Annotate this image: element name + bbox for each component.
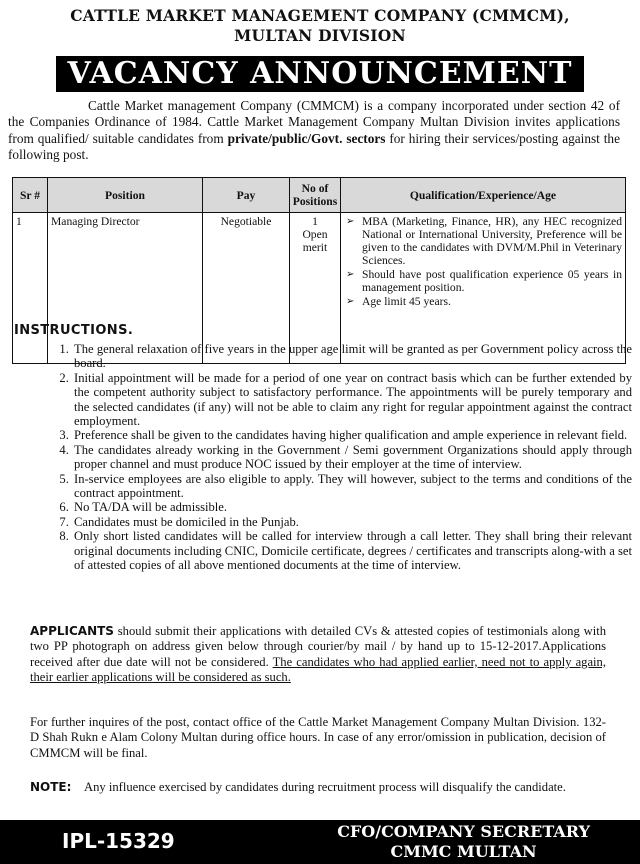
signatory-block: [337, 822, 590, 862]
qualification-item: ➢ Should have post qualification experience 05 years in management position.: [344, 268, 622, 294]
table-row: [13, 213, 626, 364]
applicants-text: should submit their applications with detailed CVs & attested copies of testimonials along with two PP photograph on address given below through courier/by mail / by hand up to 15-12-2017.Applications received after due date will not be considered.: [30, 624, 606, 669]
positions-count: 1: [312, 215, 318, 228]
applicants-underlined: The candidates who had applied earlier, need not to apply again, their earlier applications will be considered as such.: [30, 654, 606, 685]
note-text: Any influence exercised by candidates during recruitment process will disqualify the candidate.: [84, 780, 566, 794]
organization-title: [0, 6, 640, 46]
instruction-item: 2. Initial appointment will be made for a period of one year on contract basis which can be further extended by the competent authority subject to satisfactory performance. The appointments will be purely temporary and the selected candidates (if any) will not be able to claim any right for regular appointment against the contract employment.: [72, 371, 632, 429]
cell-pay: Negotiable: [203, 213, 290, 364]
intro-paragraph: [8, 98, 620, 163]
header-sr: Sr #: [13, 178, 48, 213]
qualification-list: [344, 215, 622, 308]
org-title-line1: CATTLE MARKET MANAGEMENT COMPANY (CMMCM),: [70, 6, 570, 25]
instruction-item: 4. The candidates already working in the Government / Semi government Organizations should apply through proper channel and must produce NOC issued by their employer at the time of interview.: [72, 443, 632, 472]
instruction-item: 3. Preference shall be given to the candidates having higher qualification and ample experience in relevant field.: [72, 428, 632, 442]
instruction-item: 7. Candidates must be domiciled in the Punjab.: [72, 515, 632, 529]
instruction-item: 1. The general relaxation of five years in the upper age limit will be granted as per Government policy across the board.: [72, 342, 632, 371]
intro-sectors: private/public/Govt. sectors: [227, 130, 386, 146]
note-label: NOTE:: [30, 780, 72, 794]
table-header-row: [13, 178, 626, 213]
note-paragraph: [30, 780, 606, 795]
instructions-list: [46, 342, 632, 573]
positions-type: Open merit: [302, 228, 328, 254]
cell-qualification: [341, 213, 626, 364]
further-inquiries-paragraph: For further inquires of the post, contact office of the Cattle Market Management Company Multan Division. 132-D Shah Rukn e Alam Colony Multan during office hours. In case of any error/omission in publication, decision of CMMCM will be final.: [30, 715, 606, 760]
header-pay: Pay: [203, 178, 290, 213]
qualification-item: ➢ Age limit 45 years.: [344, 295, 622, 308]
cell-sr: 1: [13, 213, 48, 364]
org-title-line2: MULTAN DIVISION: [234, 26, 406, 45]
header-no-of-positions: No of Positions: [290, 178, 341, 213]
ipl-number: IPL-15329: [62, 829, 175, 853]
intro-tail: for hiring their services/posting against the following post.: [8, 130, 620, 162]
instructions-heading: INSTRUCTIONS.: [14, 323, 134, 338]
applicants-paragraph: [30, 624, 606, 686]
intro-lead: Cattle Market management Company (CMMCM) is a company incorporated under section 42 of the Companies Ordinance of 1984. Cattle Market Management Company Multan Division invites applications from qualified/ suitable candidates from: [8, 98, 620, 146]
instruction-item: 6. No TA/DA will be admissible.: [72, 500, 632, 514]
instruction-item: 5. In-service employees are also eligible to apply. They will however, subject to the terms and conditions of the contract appointment.: [72, 472, 632, 501]
qualification-item: ➢ MBA (Marketing, Finance, HR), any HEC recognized National or International University, Preference will be given to the candidates with DVM/M.Phil in Veterinary Sciences.: [344, 215, 622, 267]
signatory-office: CMMC MULTAN: [390, 842, 537, 861]
footer-bar: [0, 820, 640, 864]
applicants-label: APPLICANTS: [30, 624, 114, 638]
vacancy-banner: VACANCY ANNOUNCEMENT: [56, 56, 584, 92]
header-qualification: Qualification/Experience/Age: [341, 178, 626, 213]
instruction-item: 8. Only short listed candidates will be called for interview through a call letter. They shall bring their relevant original documents including CNIC, Domicile certificate, degrees / certificates and transcripts along-with a set of attested copies of all above mentioned documents at the time of interview.: [72, 529, 632, 572]
cell-no-of-positions: [290, 213, 341, 364]
signatory-title: CFO/COMPANY SECRETARY: [337, 822, 590, 841]
header-position: Position: [48, 178, 203, 213]
cell-position: Managing Director: [48, 213, 203, 364]
